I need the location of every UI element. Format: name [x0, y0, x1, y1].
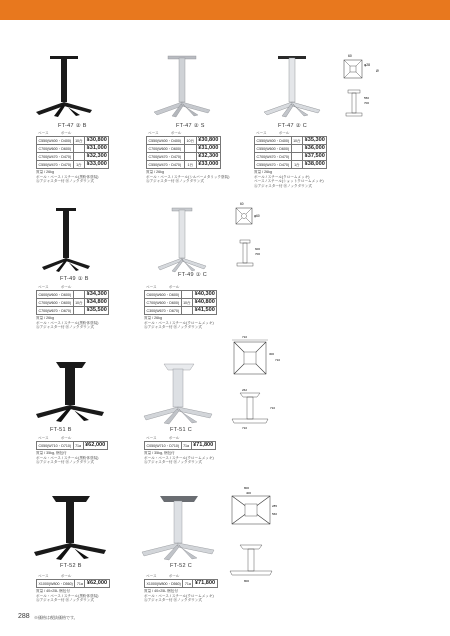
- table-base-silver-4leg-image: [148, 52, 218, 120]
- model-name: FT-51 C: [170, 427, 192, 433]
- spec-block: ベース ポール C600(W600・D600) ¥40,300 C700(W600・D600) 10台 ¥40,800 C300(W670・D670) ¥41,500 質量 / 26kg ポール・ベース / スチール(クロームメッキ) Ⓐアジャスター付 Ⓑノックダウン式: [144, 285, 217, 330]
- spec-block: [36, 131, 109, 184]
- table-base-chrome-large-4leg-image: [140, 360, 216, 426]
- table-row: C550(W470・D470) 1台 ¥38,000: [256, 161, 325, 168]
- dimension-drawing-ft52: [226, 485, 286, 585]
- price-table: [36, 441, 108, 450]
- table-row: C550(W470・D470) 1台 ¥33,000: [148, 161, 219, 168]
- price-table: [144, 290, 217, 315]
- spec-notes: 質量 / 40×25L 梱包付 ポール・ベース / スチール(黒粉体塗装) Ⓐアジャスター付 Ⓑノックダウン式: [36, 589, 99, 603]
- dim-label: 600: [255, 247, 261, 251]
- spec-block: ベース ポール C550(W400・D400) 10台 ¥30,800 C700(W600・D600) ¥31,000 C700(W470・D470) ¥32,300 C550(W470・D470) 1台 ¥33,000 質量 / 26kg ポール・ベース / スチール(シルバーメタリック塗装) Ⓐアジャスター付 Ⓑノックダウン式: [146, 131, 230, 184]
- dim-label: Ø: [376, 69, 379, 73]
- table-row: C700(W600・D600) ¥31,000: [38, 145, 107, 152]
- table-row: X1000(W800・D560) 71a ¥62,000: [38, 580, 108, 587]
- dim-label: 60: [348, 54, 352, 58]
- table-row: C700(W470・D470) ¥32,300: [148, 153, 219, 160]
- dim-label: 300: [269, 352, 275, 356]
- table-row: C600(W600・D600) ¥34,300: [38, 291, 107, 298]
- price-table: [146, 136, 221, 169]
- dim-label: 285: [272, 504, 278, 508]
- header-base: ベース: [38, 131, 49, 135]
- model-name: FT-47 ② B: [58, 123, 87, 129]
- price-table: [36, 136, 109, 169]
- table-row: C700(W470・D470) ¥37,500: [256, 153, 325, 160]
- table-row: C700(W600・D600) 10台 ¥34,800: [38, 299, 107, 306]
- dim-label: φ28: [364, 63, 370, 67]
- table-row: C700(W670・D670) ¥35,500: [38, 307, 107, 314]
- spec-block: ベース ポール C050(W710・D710) 71a ¥71,800 質量 / 35kg, 梱包付 ポール・ベース / スチール(クロームメッキ) Ⓐアジャスター付 Ⓑノックダウン式: [144, 436, 216, 465]
- dim-label: 710: [242, 426, 248, 430]
- table-base-chrome-rect-xleg-image: [138, 492, 218, 562]
- dim-label: 60: [240, 202, 244, 206]
- dim-label: φ60: [254, 214, 260, 218]
- table-row: C550(W470・D470) 1台 ¥33,000: [38, 161, 107, 168]
- dim-label: 700: [255, 252, 261, 256]
- spec-notes: 質量 / 26kg ポール・ベース / スチール(黒粉体塗装) Ⓐアジャスター付 Ⓑノックダウン式: [36, 316, 99, 330]
- table-row: C300(W670・D670) ¥41,500: [146, 307, 215, 314]
- price-table: [254, 136, 327, 169]
- table-row: C700(W470・D470) ¥32,300: [38, 153, 107, 160]
- spec-block: ベース ポール X1000(W800・D560) 71a ¥62,000 質量 / 40×25L 梱包付 ポール・ベース / スチール(黒粉体塗装) Ⓐアジャスター付 Ⓑノックダウン式: [36, 574, 110, 603]
- spec-block: ベース ポール C600(W600・D600) ¥34,300 C700(W600・D600) 10台 ¥34,800 C700(W670・D670) ¥35,500 質量 / 26kg ポール・ベース / スチール(黒粉体塗装) Ⓐアジャスター付 Ⓑノックダウン式: [36, 285, 109, 330]
- model-name: FT-52 C: [170, 563, 192, 569]
- dim-label: 560: [272, 512, 278, 516]
- spec-block: ベース ポール C550(W400・D400) 10台 ¥35,300 C550(W600・D600) ¥36,000 C700(W470・D470) ¥37,500 C550(W470・D470) 1台 ¥38,000 質量 / 26kg ポール / スチール(クロームメッキ) ベース / スチール(ショットクロームメッキ) Ⓐアジャスター付 Ⓑノックダウン式: [254, 131, 327, 188]
- dim-label: 710: [242, 335, 248, 339]
- spec-notes: 質量 / 26kg ポール・ベース / スチール(黒粉体塗装) Ⓐアジャスター付 Ⓑノックダウン式: [36, 170, 99, 184]
- dim-label: 400: [246, 491, 252, 495]
- spec-notes: 質量 / 26kg ポール・ベース / スチール(シルバーメタリック塗装) Ⓐアジャスター付 Ⓑノックダウン式: [146, 170, 230, 184]
- table-row: C700(W600・D600) 10台 ¥40,800: [146, 299, 215, 306]
- model-name: FT-51 B: [50, 427, 72, 433]
- table-row: X1000(W800・D560) 71a ¥71,800: [146, 580, 216, 587]
- spec-notes: 質量 / 35kg, 梱包付 ポール・ベース / スチール(クロームメッキ) Ⓐアジャスター付 Ⓑノックダウン式: [144, 451, 214, 465]
- dim-label: 800: [244, 486, 250, 490]
- model-name: FT-47 ② C: [278, 123, 308, 129]
- spec-block: ベース ポール C050(W710・D710) 71a ¥62,000 質量 / 35kg, 梱包付 ポール・ベース / スチール(黒粉体塗装) Ⓐアジャスター付 Ⓑノックダウン式: [36, 436, 108, 465]
- model-name: FT-52 B: [60, 563, 82, 569]
- table-row: C050(W710・D710) 71a ¥62,000: [38, 442, 106, 449]
- table-row: C700(W600・D600) ¥31,000: [148, 145, 219, 152]
- table-base-black-xleg-image: [36, 205, 96, 275]
- dim-label: 700: [364, 101, 370, 105]
- model-name: FT-47 ② S: [176, 123, 205, 129]
- table-base-chrome-xleg-image: [152, 205, 212, 275]
- page-number: 288: [18, 613, 30, 620]
- price-table: [144, 441, 216, 450]
- table-base-black-large-4leg-image: [32, 358, 108, 424]
- table-row: C050(W710・D710) 71a ¥71,800: [146, 442, 214, 449]
- dimension-drawing-ft49: [228, 200, 276, 270]
- table-row: C550(W400・D400) 10台 ¥30,800: [148, 137, 219, 144]
- dim-label: 710: [270, 406, 276, 410]
- dimension-drawing-ft47: [336, 52, 386, 122]
- table-row: C600(W600・D600) ¥40,300: [146, 291, 215, 298]
- table-base-chrome-4leg-image: [258, 52, 328, 120]
- price-table: [36, 579, 110, 588]
- price-footnote: ※価格は税抜価格です。: [34, 615, 78, 620]
- price-table: [144, 579, 218, 588]
- dimension-drawing-ft51: [228, 333, 284, 433]
- spec-block: ベース ポール X1000(W800・D560) 71a ¥71,800 質量 / 40×25L 梱包付 ポール・ベース / スチール(クロームメッキ) Ⓐアジャスター付 Ⓑノックダウン式: [144, 574, 218, 603]
- table-base-black-rect-xleg-image: [30, 492, 110, 562]
- spec-notes: 質量 / 35kg, 梱包付 ポール・ベース / スチール(黒粉体塗装) Ⓐアジャスター付 Ⓑノックダウン式: [36, 451, 99, 465]
- spec-notes: 質量 / 26kg ポール / スチール(クロームメッキ) ベース / スチール(ショットクロームメッキ) Ⓐアジャスター付 Ⓑノックダウン式: [254, 170, 324, 188]
- price-table: [36, 290, 109, 315]
- model-name: FT-49 ① B: [60, 276, 89, 282]
- table-row: C550(W600・D600) ¥36,000: [256, 145, 325, 152]
- table-row: C550(W400・D400) 10台 ¥35,300: [256, 137, 325, 144]
- top-accent-bar: [0, 0, 450, 20]
- dim-label: 800: [244, 579, 250, 583]
- dim-label: 262: [242, 388, 248, 392]
- table-row: C550(W400・D400) 10台 ¥30,800: [38, 137, 107, 144]
- model-name: FT-49 ① C: [178, 272, 208, 278]
- spec-notes: 質量 / 40×25L 梱包付 ポール・ベース / スチール(クロームメッキ) Ⓐアジャスター付 Ⓑノックダウン式: [144, 589, 214, 603]
- dim-label: 710: [275, 358, 281, 362]
- spec-notes: 質量 / 26kg ポール・ベース / スチール(クロームメッキ) Ⓐアジャスター付 Ⓑノックダウン式: [144, 316, 214, 330]
- dim-label: 550: [364, 96, 370, 100]
- table-base-black-4leg-image: [30, 52, 100, 120]
- header-pole: ポール: [60, 131, 72, 135]
